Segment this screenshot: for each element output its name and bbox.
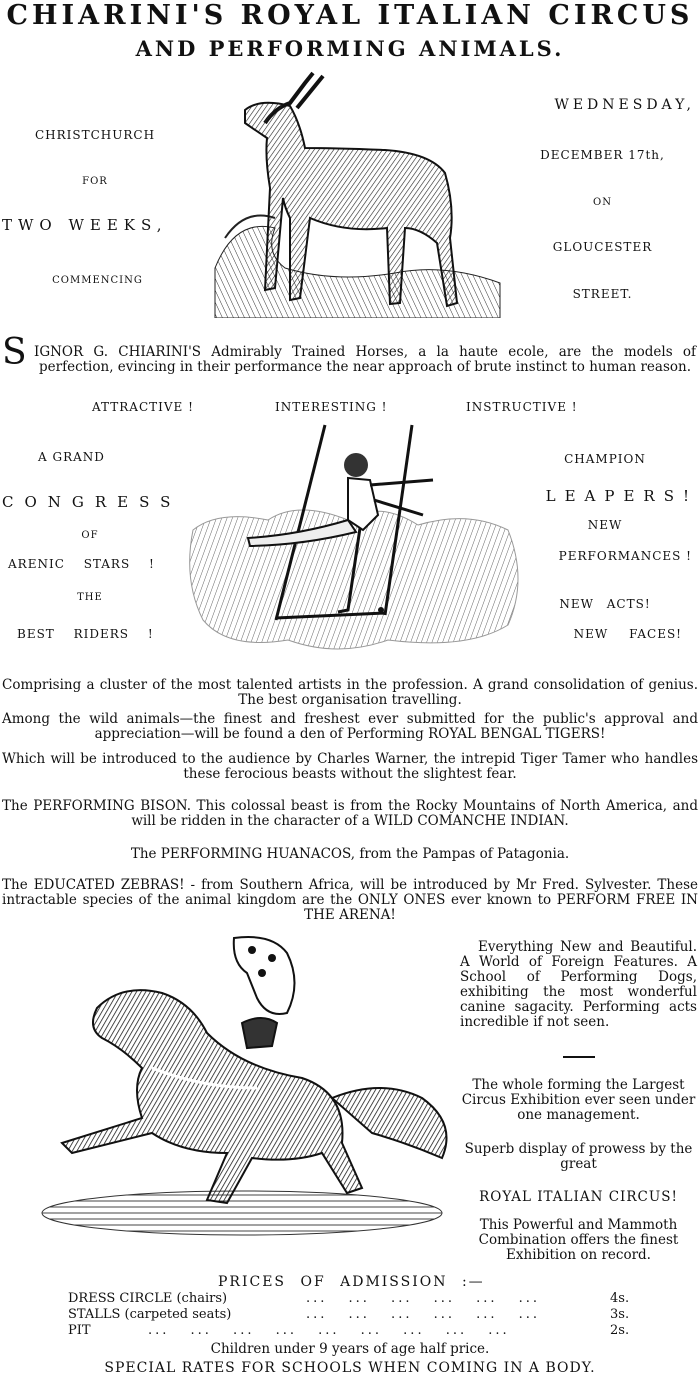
paragraph-zebras: The EDUCATED ZEBRAS! - from Southern Africa, will be introduced by Mr Fred. Sylvester. These intractable species of the animal kingdom are the ONLY ONES ever known to PERFORM FREE IN THE ARENA! (2, 877, 698, 923)
paragraph-huanacos: The PERFORMING HUANACOS, from the Pampas of Patagonia. (130, 846, 570, 862)
for-text: FOR (82, 176, 108, 187)
champion-text: CHAMPION (564, 452, 646, 466)
new-faces-text: NEW FACES! (573, 627, 682, 641)
tagline-interesting: INTERESTING ! (275, 400, 388, 414)
tagline-instructive: INSTRUCTIVE ! (466, 400, 578, 414)
price-dots: ... ... ... ... ... ... ... ... ... (148, 1323, 510, 1338)
royal-circus-text: ROYAL ITALIAN CIRCUS! (479, 1189, 678, 1205)
paragraph-tigers: Among the wild animals—the finest and freshest ever submitted for the public's approval and appreciation—will be found a den of Performing ROYAL BENGAL TIGERS! (2, 711, 698, 742)
paragraph-bison: The PERFORMING BISON. This colossal beast is from the Rocky Mountains of North America, and will be ridden in the character of a WILD COMANCHE INDIAN. (2, 798, 698, 829)
page-subtitle: AND PERFORMING ANIMALS. (135, 36, 565, 61)
price-dots: ... ... ... ... ... ... (306, 1291, 541, 1306)
paragraph-artists: Comprising a cluster of the most talented artists in the profession. A grand consolidation of genius. The best organisation travelling. (2, 677, 698, 708)
price-value: 3s. (610, 1307, 630, 1322)
date-text: DECEMBER 17th, (540, 148, 665, 162)
horse-illustration (2, 928, 457, 1238)
intro-paragraph: IGNOR G. CHIARINI'S Admirably Trained Horses, a la haute ecole, are the models of perfection, evincing in their performance the near approach of brute instinct to human reason. (34, 344, 696, 375)
new-acts-text: NEW ACTS! (559, 597, 651, 611)
leapers-text: LEAPERS! (545, 487, 698, 505)
price-label: PIT (68, 1323, 91, 1338)
commencing-text: COMMENCING (52, 275, 143, 286)
prices-heading: PRICES OF ADMISSION :— (218, 1274, 485, 1290)
duration-text: TWO WEEKS, (2, 216, 168, 234)
new-text: NEW (587, 518, 623, 532)
street-name-text: GLOUCESTER (552, 240, 653, 254)
feature-paragraph: Everything New and Beautiful. A World of Foreign Features. A School of Performing Dogs, exhibiting the most wonderful canine sagacity. Performing acts incredible if not seen. (460, 939, 697, 1030)
best-riders-text: BEST RIDERS ! (17, 627, 154, 641)
divider (563, 1056, 595, 1058)
grand-text: A GRAND (38, 450, 105, 464)
congress-text: CONGRESS (2, 493, 182, 511)
location-text: CHRISTCHURCH (34, 128, 156, 142)
prowess-paragraph: Superb display of prowess by the great (464, 1141, 693, 1172)
price-label: DRESS CIRCLE (chairs) (68, 1291, 228, 1306)
street-text: STREET. (572, 287, 633, 301)
price-label: STALLS (carpeted seats) (68, 1307, 232, 1322)
new-performances-text: PERFORMANCES ! (558, 549, 692, 563)
special-rates-note: SPECIAL RATES FOR SCHOOLS WHEN COMING IN A BODY. (104, 1360, 596, 1376)
price-value: 4s. (610, 1291, 630, 1306)
largest-circus-paragraph: The whole forming the Largest Circus Exhibition ever seen under one management. (461, 1077, 696, 1123)
arenic-stars-text: ARENIC STARS ! (8, 557, 155, 571)
intro-dropcap: S (2, 332, 27, 373)
page-title: CHIARINI'S ROYAL ITALIAN CIRCUS (6, 0, 694, 31)
price-dots: ... ... ... ... ... ... (306, 1307, 541, 1322)
combination-paragraph: This Powerful and Mammoth Combination offers the finest Exhibition on record. (478, 1217, 679, 1263)
paragraph-tamer: Which will be introduced to the audience by Charles Warner, the intrepid Tiger Tamer who handles these ferocious beasts without the slightest fear. (2, 751, 698, 782)
price-value: 2s. (610, 1323, 630, 1338)
trapeze-illustration (188, 420, 523, 665)
children-note: Children under 9 years of age half price. (210, 1341, 490, 1357)
antelope-illustration (205, 68, 505, 318)
tagline-attractive: ATTRACTIVE ! (92, 400, 194, 414)
the-text: THE (77, 592, 103, 603)
of-text: OF (81, 530, 99, 541)
on-text: ON (593, 197, 612, 208)
date-weekday: WEDNESDAY, (554, 97, 695, 113)
